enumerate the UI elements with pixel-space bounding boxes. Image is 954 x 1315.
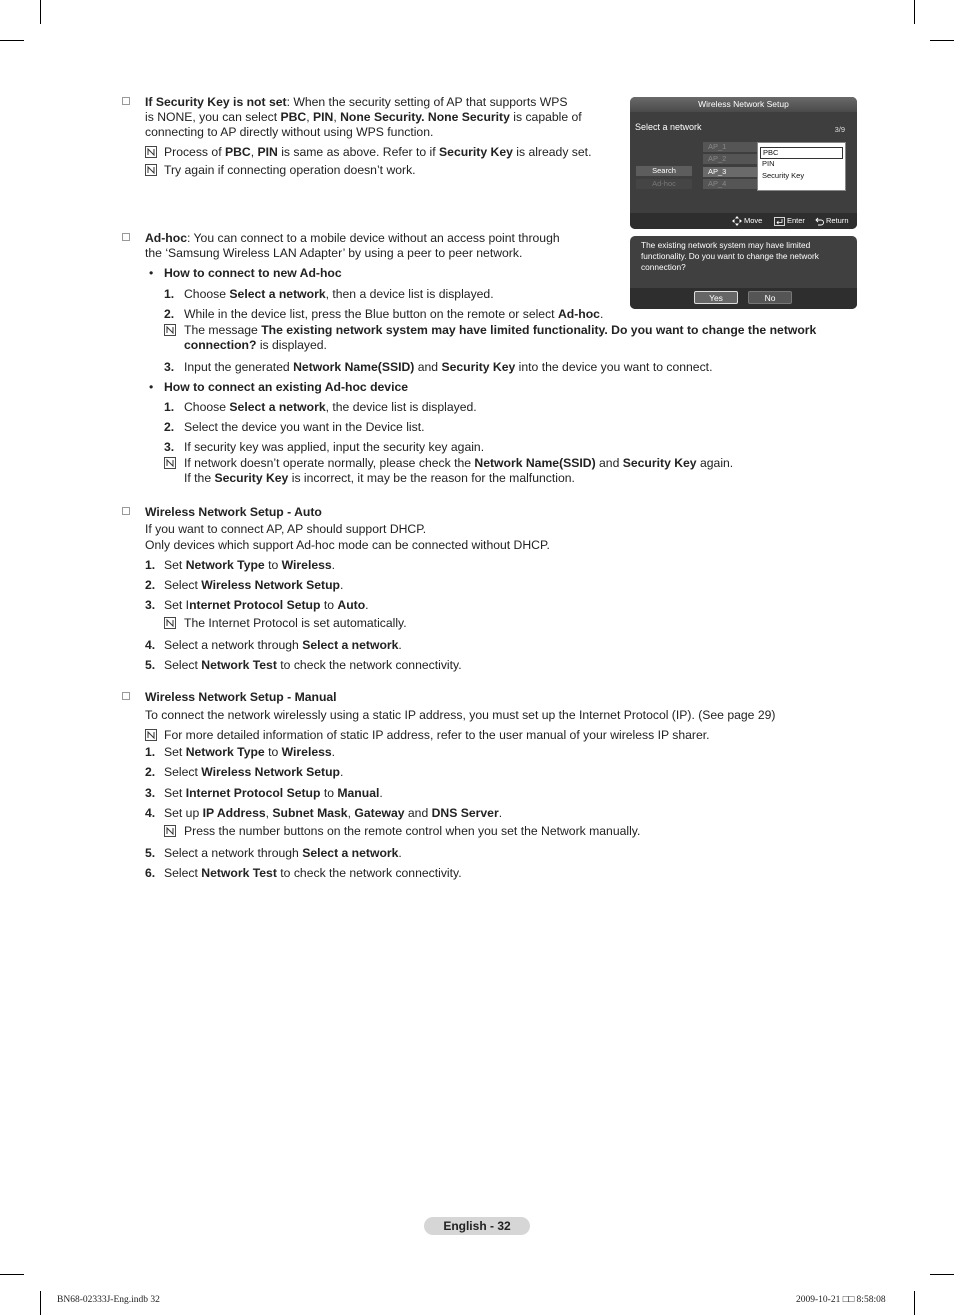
enter-label: Enter [787, 216, 805, 225]
step-text: If security key was applied, input the security key again. [184, 440, 485, 454]
bullet-dot-icon: • [149, 266, 154, 280]
square-bullet-icon [122, 97, 130, 105]
ap-list-item[interactable]: AP_1 [703, 142, 757, 152]
return-icon [815, 217, 824, 226]
tv-screen-title: Wireless Network Setup [630, 97, 857, 112]
step-number: 2. [164, 420, 175, 434]
text-line: To connect the network wirelessly using a static IP address, you must set up the Internet Protocol (IP). (See page 29) [145, 708, 776, 722]
step-text: Set up IP Address, Subnet Mask, Gateway and DNS Server. [164, 806, 503, 820]
text-line: If you want to connect AP, AP should support DHCP. [145, 522, 427, 536]
move-arrows-icon [732, 216, 742, 226]
square-bullet-icon [122, 233, 130, 241]
note-text: Process of PBC, PIN is same as above. Refer to if Security Key is already set. [164, 145, 592, 159]
yes-button[interactable]: Yes [694, 291, 738, 304]
note-text: The Internet Protocol is set automatically. [184, 616, 407, 630]
subheading: How to connect to new Ad-hoc [164, 266, 342, 280]
note-text: If network doesn’t operate normally, please check the Network Name(SSID) and Security Key again. [184, 456, 734, 470]
step-text: Set Network Type to Wireless. [164, 558, 336, 572]
step-number: 2. [145, 765, 156, 779]
return-hint [815, 213, 849, 229]
search-button[interactable]: Search [636, 166, 692, 176]
crop-mark [914, 0, 915, 24]
move-hint [732, 213, 762, 229]
step-text: Select Network Test to check the network connectivity. [164, 866, 462, 880]
step-number: 5. [145, 846, 156, 860]
dialog-message: The existing network system may have limited functionality. Do you want to change the network connection? [641, 240, 819, 272]
tv-page-indicator: 3/9 [834, 125, 845, 134]
note-text: The message The existing network system may have limited functionality. Do you want to change the network [184, 323, 817, 337]
step-number: 1. [145, 558, 156, 572]
ap-list-item[interactable]: AP_3 [703, 167, 757, 177]
step-text: While in the device list, press the Blue button on the remote or select Ad-hoc. [184, 307, 604, 321]
step-text: Select Wireless Network Setup. [164, 765, 344, 779]
crop-mark [0, 40, 24, 41]
subheading: How to connect an existing Ad-hoc device [164, 380, 409, 394]
note-text: Press the number buttons on the remote control when you set the Network manually. [184, 824, 641, 838]
step-number: 5. [145, 658, 156, 672]
ad-hoc-button[interactable]: Ad-hoc [636, 179, 692, 189]
crop-mark [40, 1291, 41, 1315]
print-footer-timestamp: 2009-10-21 □□ 8:58:08 [796, 1295, 886, 1305]
step-number: 1. [145, 745, 156, 759]
enter-icon [774, 217, 785, 226]
text-line: is NONE, you can select PBC, PIN, None Security. None Security is capable of [145, 110, 582, 124]
note-icon [145, 729, 157, 741]
step-number: 3. [145, 786, 156, 800]
text-line: connecting to AP directly without using WPS function. [145, 125, 434, 139]
crop-mark [40, 0, 41, 24]
text-line: If Security Key is not set: When the security setting of AP that supports WPS [145, 95, 568, 109]
ap-list-item[interactable]: AP_4 [703, 179, 757, 189]
note-text: If the Security Key is incorrect, it may be the reason for the malfunction. [184, 471, 575, 485]
note-icon [164, 617, 176, 629]
step-text: Select Network Test to check the network connectivity. [164, 658, 462, 672]
step-number: 4. [145, 806, 156, 820]
step-number: 1. [164, 400, 175, 414]
step-text: Choose Select a network, the device list is displayed. [184, 400, 477, 414]
text-line: the ‘Samsung Wireless LAN Adapter’ by using a peer to peer network. [145, 246, 523, 260]
note-text: Try again if connecting operation doesn’t work. [164, 163, 416, 177]
text-line: Only devices which support Ad-hoc mode can be connected without DHCP. [145, 538, 550, 552]
step-text: Choose Select a network, then a device list is displayed. [184, 287, 494, 301]
return-label: Return [826, 216, 849, 225]
ap-list-item[interactable]: AP_2 [703, 154, 757, 164]
square-bullet-icon [122, 692, 130, 700]
note-icon [164, 324, 176, 336]
note-text: For more detailed information of static IP address, refer to the user manual of your wireless IP sharer. [164, 728, 710, 742]
note-icon [164, 457, 176, 469]
step-text: Input the generated Network Name(SSID) and Security Key into the device you want to connect. [184, 360, 713, 374]
step-number: 3. [164, 440, 175, 454]
tv-footer-guide [630, 213, 857, 229]
note-icon [145, 164, 157, 176]
note-icon [164, 825, 176, 837]
step-number: 2. [145, 578, 156, 592]
section-title: Wireless Network Setup - Manual [145, 690, 337, 704]
print-footer-file: BN68-02333J-Eng.indb 32 [57, 1295, 160, 1305]
step-number: 4. [145, 638, 156, 652]
page-number-badge: English - 32 [424, 1217, 530, 1235]
crop-mark [914, 1291, 915, 1315]
no-button[interactable]: No [748, 291, 792, 304]
step-number: 6. [145, 866, 156, 880]
enter-hint [774, 213, 805, 229]
option-pin[interactable]: PIN [762, 159, 775, 168]
square-bullet-icon [122, 507, 130, 515]
note-text: connection? is displayed. [184, 338, 327, 352]
step-number: 3. [145, 598, 156, 612]
step-text: Select the device you want in the Device list. [184, 420, 425, 434]
crop-mark [0, 1274, 24, 1275]
crop-mark [930, 1274, 954, 1275]
tv-confirm-dialog [630, 236, 857, 309]
step-text: Select a network through Select a network. [164, 638, 402, 652]
option-security-key[interactable]: Security Key [762, 171, 805, 180]
step-text: Set Network Type to Wireless. [164, 745, 336, 759]
step-text: Set Internet Protocol Setup to Auto. [164, 598, 369, 612]
step-number: 2. [164, 307, 175, 321]
move-label: Move [744, 216, 763, 225]
tv-screen-heading: Select a network [635, 122, 702, 132]
tv-network-select-screen [630, 97, 857, 229]
text-line: Ad-hoc: You can connect to a mobile device without an access point through [145, 231, 560, 245]
bullet-dot-icon: • [149, 380, 154, 394]
option-pbc[interactable]: PBC [760, 147, 843, 159]
note-icon [145, 146, 157, 158]
crop-mark [930, 40, 954, 41]
dialog-button-bar [630, 288, 857, 309]
step-text: Set Internet Protocol Setup to Manual. [164, 786, 383, 800]
section-title: Wireless Network Setup - Auto [145, 505, 322, 519]
step-text: Select Wireless Network Setup. [164, 578, 344, 592]
step-text: Select a network through Select a network. [164, 846, 402, 860]
step-number: 3. [164, 360, 175, 374]
security-option-popup [757, 142, 846, 191]
step-number: 1. [164, 287, 175, 301]
